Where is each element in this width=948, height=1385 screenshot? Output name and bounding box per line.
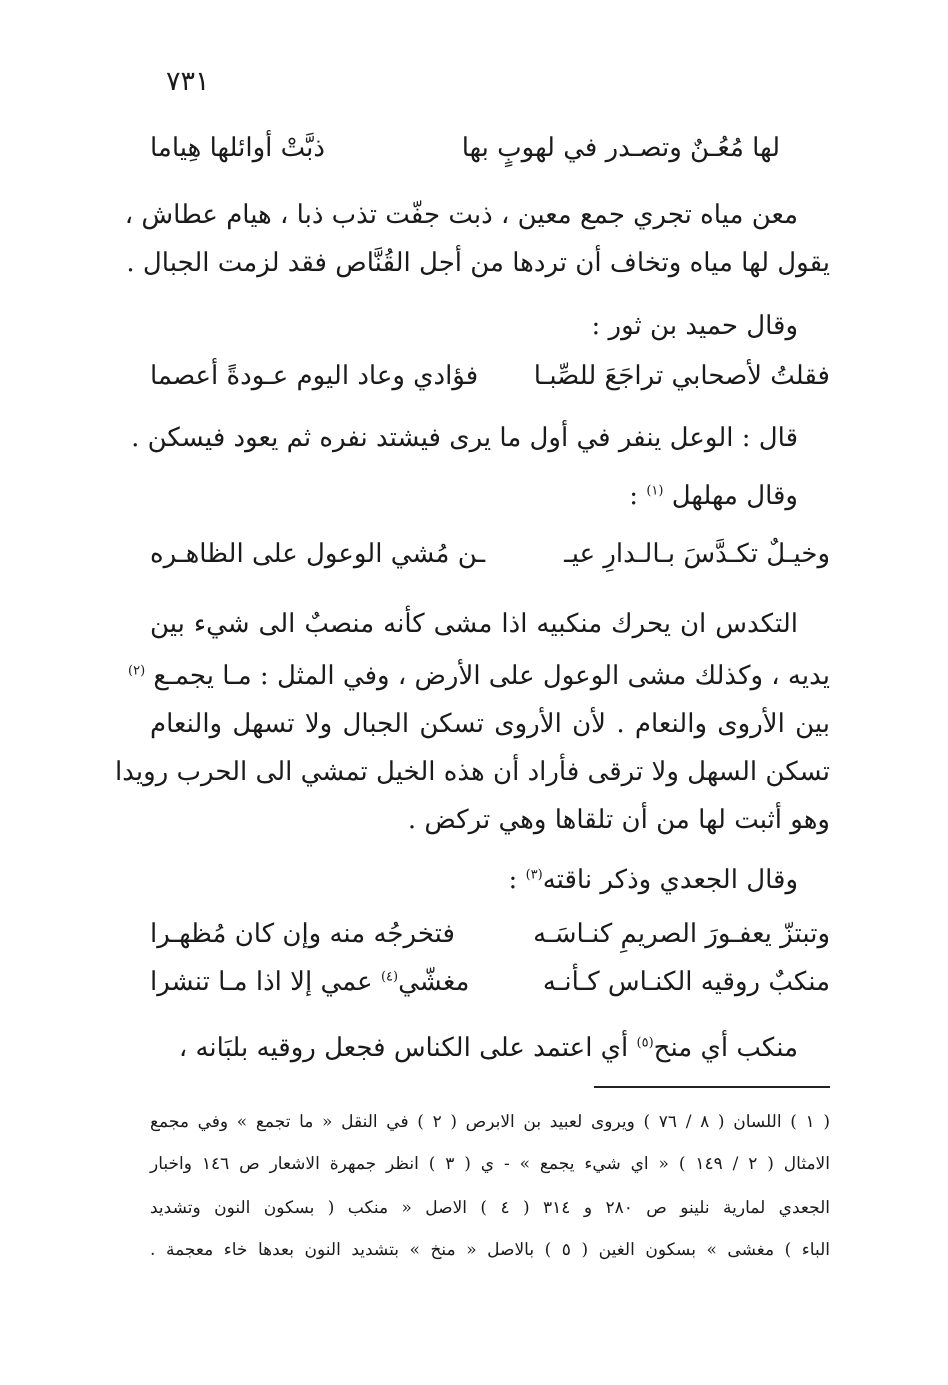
para-3-line-2-text: يديه ، وكذلك مشى الوعول على الأرض ، وفي المثل : مـا يجمـع [153,661,830,691]
para-3-line-4: تسكن السهل ولا ترقى فأراد أن هذه الخيل تمشي الى الحرب رويدا [115,757,830,787]
verse-2 [150,356,830,396]
verse-4-second-hemistich: فتخرجُه منه وإن كان مُظهـرا [150,919,455,949]
verse-2-second-hemistich: فؤادي وعاد اليوم عـودةً أعصما [150,361,479,391]
verse-5-second-post: عمي إلا اذا مـا تنشرا [150,967,381,997]
verse-3-first-hemistich: وخيـلٌ تكـدَّسَ بـالـدارِ عيـ [564,539,830,569]
footnote-ref-1: (١) [646,483,664,499]
para-3-line-3: بين الأروى والنعام . لأن الأروى تسكن الجبال ولا تسهل والنعام [150,709,830,739]
footnote-divider [594,1086,830,1088]
footnote-ref-2: (٢) [128,663,146,679]
footnote-line-1: ( ١ ) اللسان ( ٨ / ٧٦ ) ويروى لعبيد بن الابرص ( ٢ ) في النقل « ما تجمع » وفي مجمع [150,1112,830,1132]
verse-5 [150,962,830,1002]
verse-4-first-hemistich: وتبتزّ يعفـورَ الصريمِ كنـاسَـه [533,919,830,949]
page-number: ٧٣١ [166,66,210,97]
verse-1-first-hemistich: لها مُعُـنٌ وتصـدر في لهوبٍ بها [461,133,780,163]
verse-4 [150,914,830,954]
intro-al-jaadi-text: وقال الجعدي وذكر ناقته [542,865,798,895]
footnote-line-4: الباء ) مغشى » بسكون الغين ( ٥ ) بالاصل « منخ » بتشديد النون بعدها خاء معجمة . [150,1240,831,1260]
para-1-line-2: يقول لها مياه وتخاف أن تردها من أجل القُنَّاص فقد لزمت الجبال . [126,248,830,278]
intro-hamid-ibn-thawr: وقال حميد بن ثور : [591,311,798,341]
verse-2-first-hemistich: فقلتُ لأصحابي تراجَعَ للصِّبـا [533,361,830,391]
footnote-ref-3: (٣) [525,867,543,883]
para-4 [150,1028,798,1068]
verse-1 [150,128,780,168]
para-1-line-1: معن مياه تجري جمع معين ، ذبت جفّت تذب ذبا ، هيام عطاش ، [124,200,798,230]
footnote-line-3: الجعدي لمارية نلينو ص ٢٨٠ و ٣١٤ ( ٤ ) الاصل « منكب ( بسكون النون وتشديد [150,1198,830,1218]
para-4-post: أي اعتمد على الكناس فجعل روقيه بلبَانه ، [178,1033,637,1063]
intro-al-jaadi [150,860,798,900]
para-2: قال : الوعل ينفر في أول ما يرى فيشتد نفره ثم يعود فيسكن . [131,423,798,453]
footnote-ref-4: (٤) [380,969,399,985]
intro-muhalhil-colon: : [629,481,647,511]
verse-5-first-hemistich: منكبٌ روقيه الكنـاس كـأنـه [542,967,830,997]
verse-5-second-pre: مغشّي [398,967,470,997]
verse-1-second-hemistich: ذبَّتْ أوائلها هِياما [150,133,325,163]
para-3-line-5: وهو أثبت لها من أن تلقاها وهي تركض . [407,805,830,835]
intro-muhalhil-text: وقال مهلهل [671,481,798,511]
footnote-line-2: الامثال ( ٢ / ١٤٩ ) « اي شيء يجمع » - ي ( ٣ ) انظر جمهرة الاشعار ص ١٤٦ واخبار [150,1154,830,1174]
intro-muhalhil [150,476,798,516]
verse-3-second-hemistich: ـن مُشي الوعول على الظاهـره [150,539,486,569]
footnote-ref-5: (٥) [636,1035,654,1051]
para-3-line-2 [128,656,830,696]
intro-al-jaadi-colon: : [508,865,526,895]
verse-3 [150,534,830,574]
para-3-line-1: التكدس ان يحرك منكبيه اذا مشى كأنه منصبٌ الى شيء بين [150,609,798,639]
para-4-pre: منكب أي منح [653,1033,798,1063]
verse-5-second-hemistich [150,962,469,1002]
